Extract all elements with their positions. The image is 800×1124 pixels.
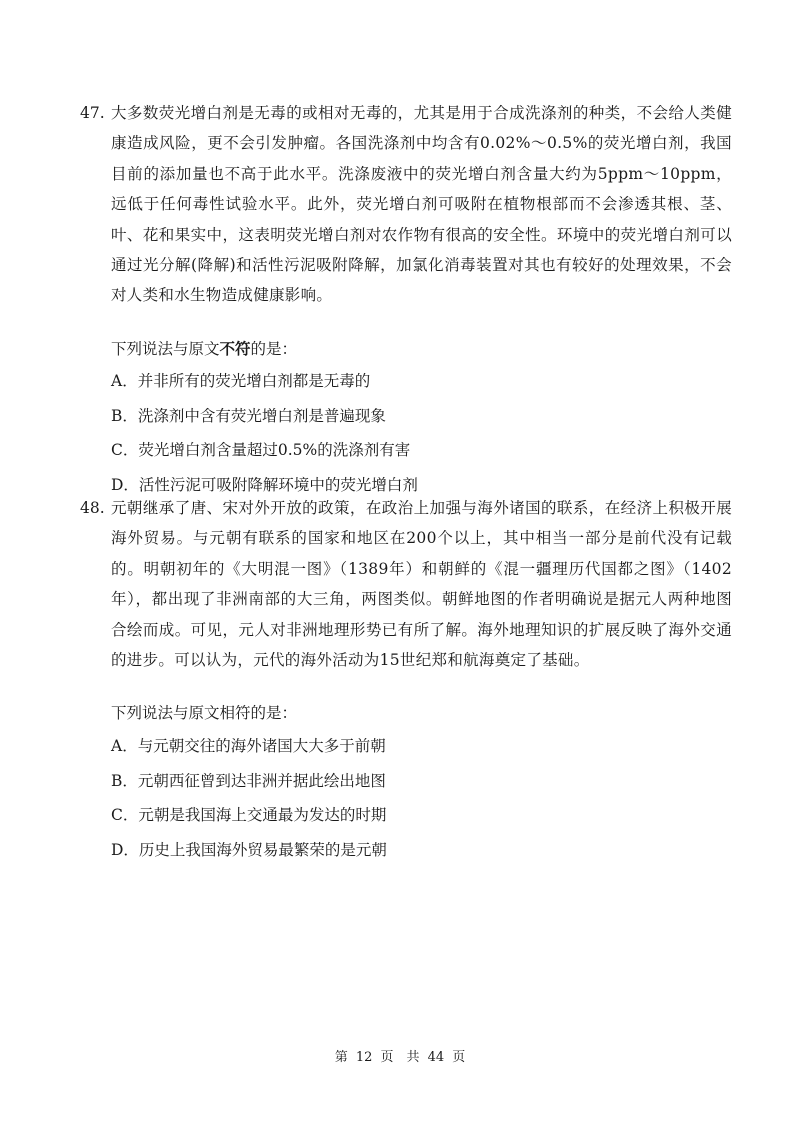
question-prompt: 下列说法与原文相符的是： — [111, 704, 298, 722]
answer-options — [111, 731, 387, 869]
question-prompt — [111, 334, 297, 364]
answer-options — [111, 366, 418, 504]
option-d: D．历史上我国海外贸易最繁荣的是元朝 — [111, 840, 387, 859]
page-footer: 第 12 页 共 44 页 — [334, 1050, 466, 1065]
option-a: A．与元朝交往的海外诸国大大多于前朝 — [111, 737, 386, 755]
option-c: C．荧光增白剂含量超过0.5%的洗涤剂有害 — [111, 441, 411, 459]
prompt-text-start: 下列说法与原文 — [111, 340, 220, 358]
option-b: B．元朝西征曾到达非洲并据此绘出地图 — [111, 771, 386, 790]
question-number: 47. — [80, 104, 105, 122]
question-number: 48. — [80, 499, 105, 517]
prompt-text-end: 的是： — [250, 340, 298, 358]
question-passage: 大多数荧光增白剂是无毒的或相对无毒的，尤其是用于合成洗涤剂的种类，不会给人类健康造成风险，更不会引发肿瘤。各国洗涤剂中均含有0.02%～0.5%的荧光增白剂，我国目前的添加量也不高于此水平。洗涤废液中的荧光增白剂含量大约为5ppm～10ppm，远低于任何毒性试验水平。此外，荧光增白剂可吸附在植物根部而不会渗透其根、茎、叶、花和果实中，这表明荧光增白剂对农作物有很高的安全性。环境中的荧光增白剂可以通过光分解(降解)和活性污泥吸附降解，加氯化消毒装置对其也有较好的处理效果，不会对人类和水生物造成健康影响。 — [111, 104, 732, 305]
prompt-emphasis: 不符 — [219, 339, 251, 358]
question-passage: 元朝继承了唐、宋对外开放的政策，在政治上加强与海外诸国的联系，在经济上积极开展海外贸易。与元朝有联系的国家和地区在200个以上，其中相当一部分是前代没有记载的。明朝初年的《大明混一图》（1389年）和朝鲜的《混一疆理历代国都之图》（1402年），都出现了非洲南部的大三角，两图类似。朝鲜地图的作者明确说是据元人两种地图合绘而成。可见，元人对非洲地理形势已有所了解。海外地理知识的扩展反映了海外交通的进步。可以认为，元代的海外活动为15世纪郑和航海奠定了基础。 — [111, 499, 732, 670]
option-a: A．并非所有的荧光增白剂都是无毒的 — [111, 372, 371, 390]
option-c: C．元朝是我国海上交通最为发达的时期 — [111, 806, 387, 824]
option-d: D．活性污泥可吸附降解环境中的荧光增白剂 — [111, 475, 418, 494]
option-b: B．洗涤剂中含有荧光增白剂是普遍现象 — [111, 406, 386, 425]
